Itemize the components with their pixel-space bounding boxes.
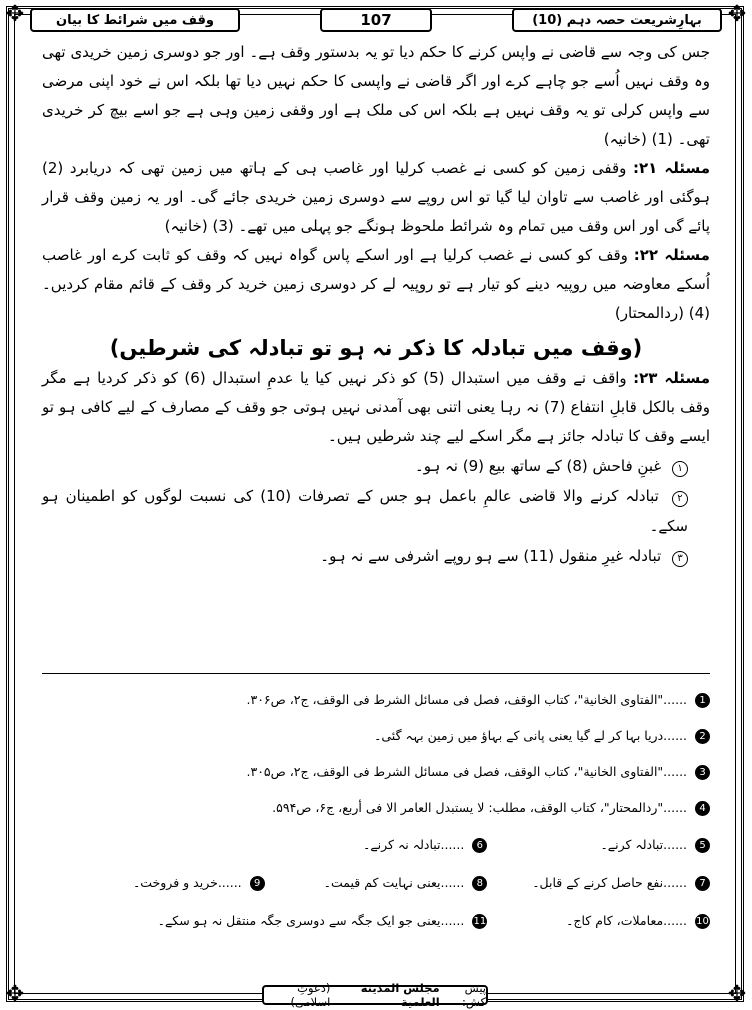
footnote: [487, 826, 710, 864]
footnote: [42, 902, 487, 940]
footnote: [487, 864, 710, 902]
footnote-number: 7: [695, 876, 710, 891]
footnote: [42, 682, 710, 718]
footnote-text: ......تبادلہ نہ کرنے۔: [363, 837, 465, 852]
publisher-suffix: (دعوتِ اسلامی): [290, 981, 331, 1009]
section-heading: (وقف میں تبادلہ کا ذکر نہ ہو تو تبادلہ کی شرطیں): [109, 336, 643, 360]
paragraph-text: وقف کو کسی نے غصب کرلیا ہے اور اسکے پاس گواہ نہیں کہ وقف کو ثابت کرے اور غاصب اُسکے معاوضہ میں روپیہ دینے کو تیار ہے تو روپیہ لے کر دوسری زمین خرید کر وقف کے قائم مقام کردیں۔ (4) (ردالمحتار): [42, 246, 710, 322]
corner-ornament-icon: ✥: [727, 2, 747, 27]
footnote-text: ......معاملات، کام کاج۔: [566, 913, 688, 928]
publisher-prefix: پیش کش:: [461, 981, 486, 1009]
footnote: [265, 826, 488, 864]
paragraph-text: واقف نے وقف میں استبدال (5) کو ذکر نہیں کیا یا عدمِ استبدال (6) کو ذکر کردیا ہے مگر وقف بالکل قابلِ انتفاع (7) نہ رہا یعنی اتنی بھی آمدنی نہیں ہوتی جو وقف کے مصارف کے لیے کافی ہو تو ایسے وقف کا تبادلہ جائز ہے مگر اسکے لیے چند شرطیں ہیں۔: [42, 369, 711, 445]
footnote-number: 8: [472, 876, 487, 891]
footnote-text: ......خرید و فروخت۔: [132, 875, 242, 890]
footnote-number: 3: [695, 765, 710, 780]
footnote-number: 2: [695, 729, 710, 744]
footnote-number: 4: [695, 801, 710, 816]
header-book-title: بہارِشریعت حصہ دہم (10): [512, 8, 722, 32]
footnote-text: ......یعنی جو ایک جگہ سے دوسری جگہ منتقل نہ ہو سکے۔: [157, 913, 465, 928]
footnote-text: ......یعنی نہایت کم قیمت۔: [323, 875, 465, 890]
paragraph-text: جس کی وجہ سے قاضی نے واپس کرنے کا حکم دیا تو یہ بدستور وقف ہے۔ اور جو دوسری زمین خریدی تھی وہ وقف نہیں اُسے جو چاہے کرے اور اگر قاضی نے واپسی کا حکم نہیں دیا تھا بلکہ اس نے خود اپنی مرضی سے واپس کرلی تو یہ وقف نہیں ہے بلکہ اس کی ملک ہے اور وقفی زمین وہی ہے جو اسے بیچ کر خریدی تھی۔ (1) (خانیہ): [42, 43, 710, 148]
paragraph: [42, 38, 710, 154]
condition-item: [42, 541, 710, 571]
publisher-name: مجلس المدینة العلمیة: [360, 981, 440, 1009]
paragraph: [42, 154, 710, 241]
footnote: [265, 864, 488, 902]
footnote-text: ......"الفتاوی الخانیة"، کتاب الوقف، فصل فی مسائل الشرط فی الوقف، ج۲، ص۳۰۶.: [246, 692, 688, 707]
page-number: 107: [320, 8, 432, 32]
paragraph: [42, 241, 710, 328]
footnote-row: [42, 902, 710, 940]
footnote-text: ......نفع حاصل کرنے کے قابل۔: [532, 875, 688, 890]
footnote-divider: [42, 673, 710, 674]
footnote-text: ......دریا بہا کر لے گیا یعنی پانی کے بہاؤ میں زمین بہہ گئی۔: [374, 728, 688, 743]
footnote-row: [42, 826, 710, 864]
corner-ornament-icon: ✥: [5, 982, 25, 1007]
footnote-number: 9: [250, 876, 265, 891]
condition-text: غبنِ فاحش (8) کے ساتھ بیع (9) نہ ہو۔: [414, 457, 662, 475]
footnote-number: 10: [696, 916, 709, 927]
condition-number: ٢: [672, 491, 688, 507]
footnote-text: ......"ردالمحتار"، کتاب الوقف، مطلب: لا یستبدل العامر الا فی أربع، ج۶، ص۵۹۴.: [272, 800, 688, 815]
footnote: [42, 864, 265, 902]
condition-item: [42, 481, 710, 541]
footnote-number: 1: [695, 693, 710, 708]
footnote-number: 5: [695, 838, 710, 853]
paragraph-text: وقفی زمین کو کسی نے غصب کرلیا اور غاصب ہی کے ہاتھ میں زمین تھی کہ دریابرد (2) ہوگئی اور غاصب سے تاوان لیا گیا تو اس روپے سے دوسری زمین خریدی جائے گی۔ اور یہ زمین وقف قرار پائے گی اور اس وقف میں تمام وہ شرائط ملحوظ ہونگے جو پہلی میں تھے۔ (3) (خانیہ): [42, 159, 710, 235]
condition-text: تبادلہ کرنے والا قاضی عالمِ باعمل ہو جس کے تصرفات (10) کی نسبت لوگوں کو اطمینان ہو سکے۔: [42, 487, 688, 535]
corner-ornament-icon: ✥: [727, 982, 747, 1007]
masla-label: مسئلہ ۲۳:: [633, 369, 710, 387]
masla-label: مسئلہ ۲۱:: [633, 159, 710, 177]
header-chapter-title: وقف میں شرائط کا بیان: [30, 8, 240, 32]
footnote: [42, 790, 710, 826]
footnote-number: 6: [472, 838, 487, 853]
footnote: [42, 754, 710, 790]
page-header: [30, 8, 722, 34]
footnote-row: [42, 864, 710, 902]
footnotes: [42, 682, 710, 940]
footnote-number: 11: [473, 916, 487, 927]
footnote: [487, 902, 710, 940]
masla-label: مسئلہ ۲۲:: [633, 246, 710, 264]
footnote-text: ......تبادلہ کرنے۔: [600, 837, 688, 852]
condition-number: ١: [672, 461, 688, 477]
footnote: [42, 718, 710, 754]
publisher-footer: [262, 981, 488, 1009]
condition-item: [42, 451, 710, 481]
main-text: [42, 38, 710, 571]
footnote-empty: [42, 826, 265, 864]
corner-ornament-icon: ✥: [5, 2, 25, 27]
condition-text: تبادلہ غیرِ منقول (11) سے ہو روپے اشرفی سے نہ ہو۔: [320, 547, 662, 565]
condition-number: ٣: [672, 551, 688, 567]
paragraph: [42, 364, 710, 451]
footnote-text: ......"الفتاوی الخانیة"، کتاب الوقف، فصل فی مسائل الشرط فی الوقف، ج۲، ص۳۰۵.: [246, 764, 688, 779]
